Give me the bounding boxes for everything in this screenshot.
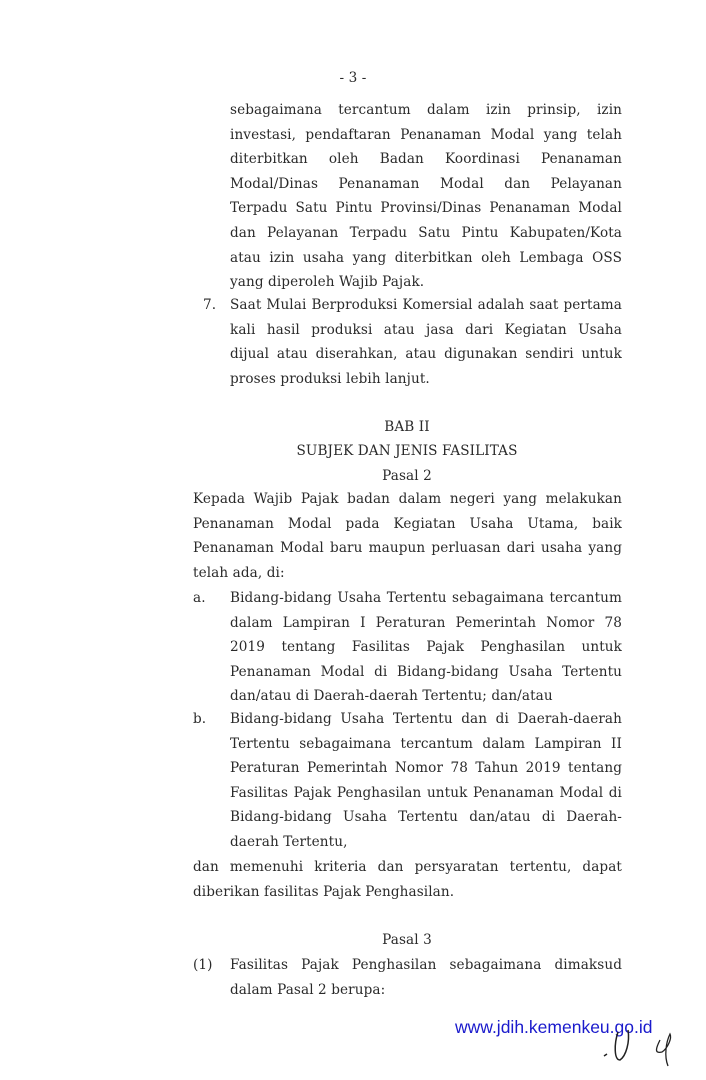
item-7-marker: 7. xyxy=(203,297,217,313)
text-line: telah ada, di: xyxy=(193,564,285,581)
text-line: dan memenuhi kriteria dan persyaratan tertentu, dapat xyxy=(193,859,622,875)
text-line: daerah Tertentu, xyxy=(230,834,348,850)
page-number: - 3 - xyxy=(339,70,367,86)
text-line: dijual atau diserahkan, atau digunakan sendiri untuk xyxy=(230,346,622,363)
item-1-marker: (1) xyxy=(193,957,213,973)
text-line: Tertentu sebagaimana tercantum dalam Lampiran II xyxy=(230,735,622,752)
text-line: Penanaman Modal baru maupun perluasan dari usaha yang xyxy=(193,540,622,557)
text-line: Kepada Wajib Pajak badan dalam negeri yang melakukan xyxy=(193,491,622,507)
text-line: investasi, pendaftaran Penanaman Modal yang telah xyxy=(230,126,622,143)
text-line: dan/atau di Daerah-daerah Tertentu; dan/atau xyxy=(230,688,553,705)
item-a-marker: a. xyxy=(193,590,206,606)
text-line: dalam Pasal 2 berupa: xyxy=(230,981,386,998)
chapter-title: SUBJEK DAN JENIS FASILITAS xyxy=(296,443,518,459)
text-line: Bidang-bidang Usaha Tertentu sebagaimana tercantum xyxy=(230,590,622,606)
text-line: dalam Lampiran I Peraturan Pemerintah Nomor 78 xyxy=(230,614,622,631)
article-heading: Pasal 3 xyxy=(382,932,432,948)
text-line: diterbitkan oleh Badan Koordinasi Penanaman xyxy=(230,151,622,168)
item-b-marker: b. xyxy=(193,711,207,727)
text-line: Fasilitas Pajak Penghasilan untuk Penanaman Modal di xyxy=(230,784,622,801)
article-heading: Pasal 2 xyxy=(382,468,432,484)
text-line: 2019 tentang Fasilitas Pajak Penghasilan untuk xyxy=(230,639,622,656)
watermark-url: www.jdih.kemenkeu.go.id xyxy=(455,1017,653,1037)
text-line: diberikan fasilitas Pajak Penghasilan. xyxy=(193,883,455,900)
text-line: Terpadu Satu Pintu Provinsi/Dinas Penanaman Modal xyxy=(230,200,622,217)
initials-signature-icon xyxy=(590,1020,680,1070)
chapter-heading: BAB II xyxy=(384,419,430,435)
text-line: atau izin usaha yang diterbitkan oleh Lembaga OSS xyxy=(230,249,622,266)
text-line: dan Pelayanan Terpadu Satu Pintu Kabupaten/Kota xyxy=(230,225,622,241)
text-line: Fasilitas Pajak Penghasilan sebagaimana dimaksud xyxy=(230,957,622,973)
text-line: kali hasil produksi atau jasa dari Kegiatan Usaha xyxy=(230,321,622,338)
text-line: proses produksi lebih lanjut. xyxy=(230,370,430,387)
text-line: Saat Mulai Berproduksi Komersial adalah saat pertama xyxy=(230,297,622,313)
text-line: Penanaman Modal di Bidang-bidang Usaha Tertentu xyxy=(230,663,622,680)
text-line: sebagaimana tercantum dalam izin prinsip, izin xyxy=(230,102,622,118)
text-line: yang diperoleh Wajib Pajak. xyxy=(230,274,425,291)
text-line: Peraturan Pemerintah Nomor 78 Tahun 2019 tentang xyxy=(230,760,622,777)
text-line: Modal/Dinas Penanaman Modal dan Pelayanan xyxy=(230,175,622,192)
text-line: Bidang-bidang Usaha Tertentu dan/atau di Daerah- xyxy=(230,809,622,826)
text-line: Bidang-bidang Usaha Tertentu dan di Daerah-daerah xyxy=(230,711,622,727)
text-line: Penanaman Modal pada Kegiatan Usaha Utama, baik xyxy=(193,515,622,532)
